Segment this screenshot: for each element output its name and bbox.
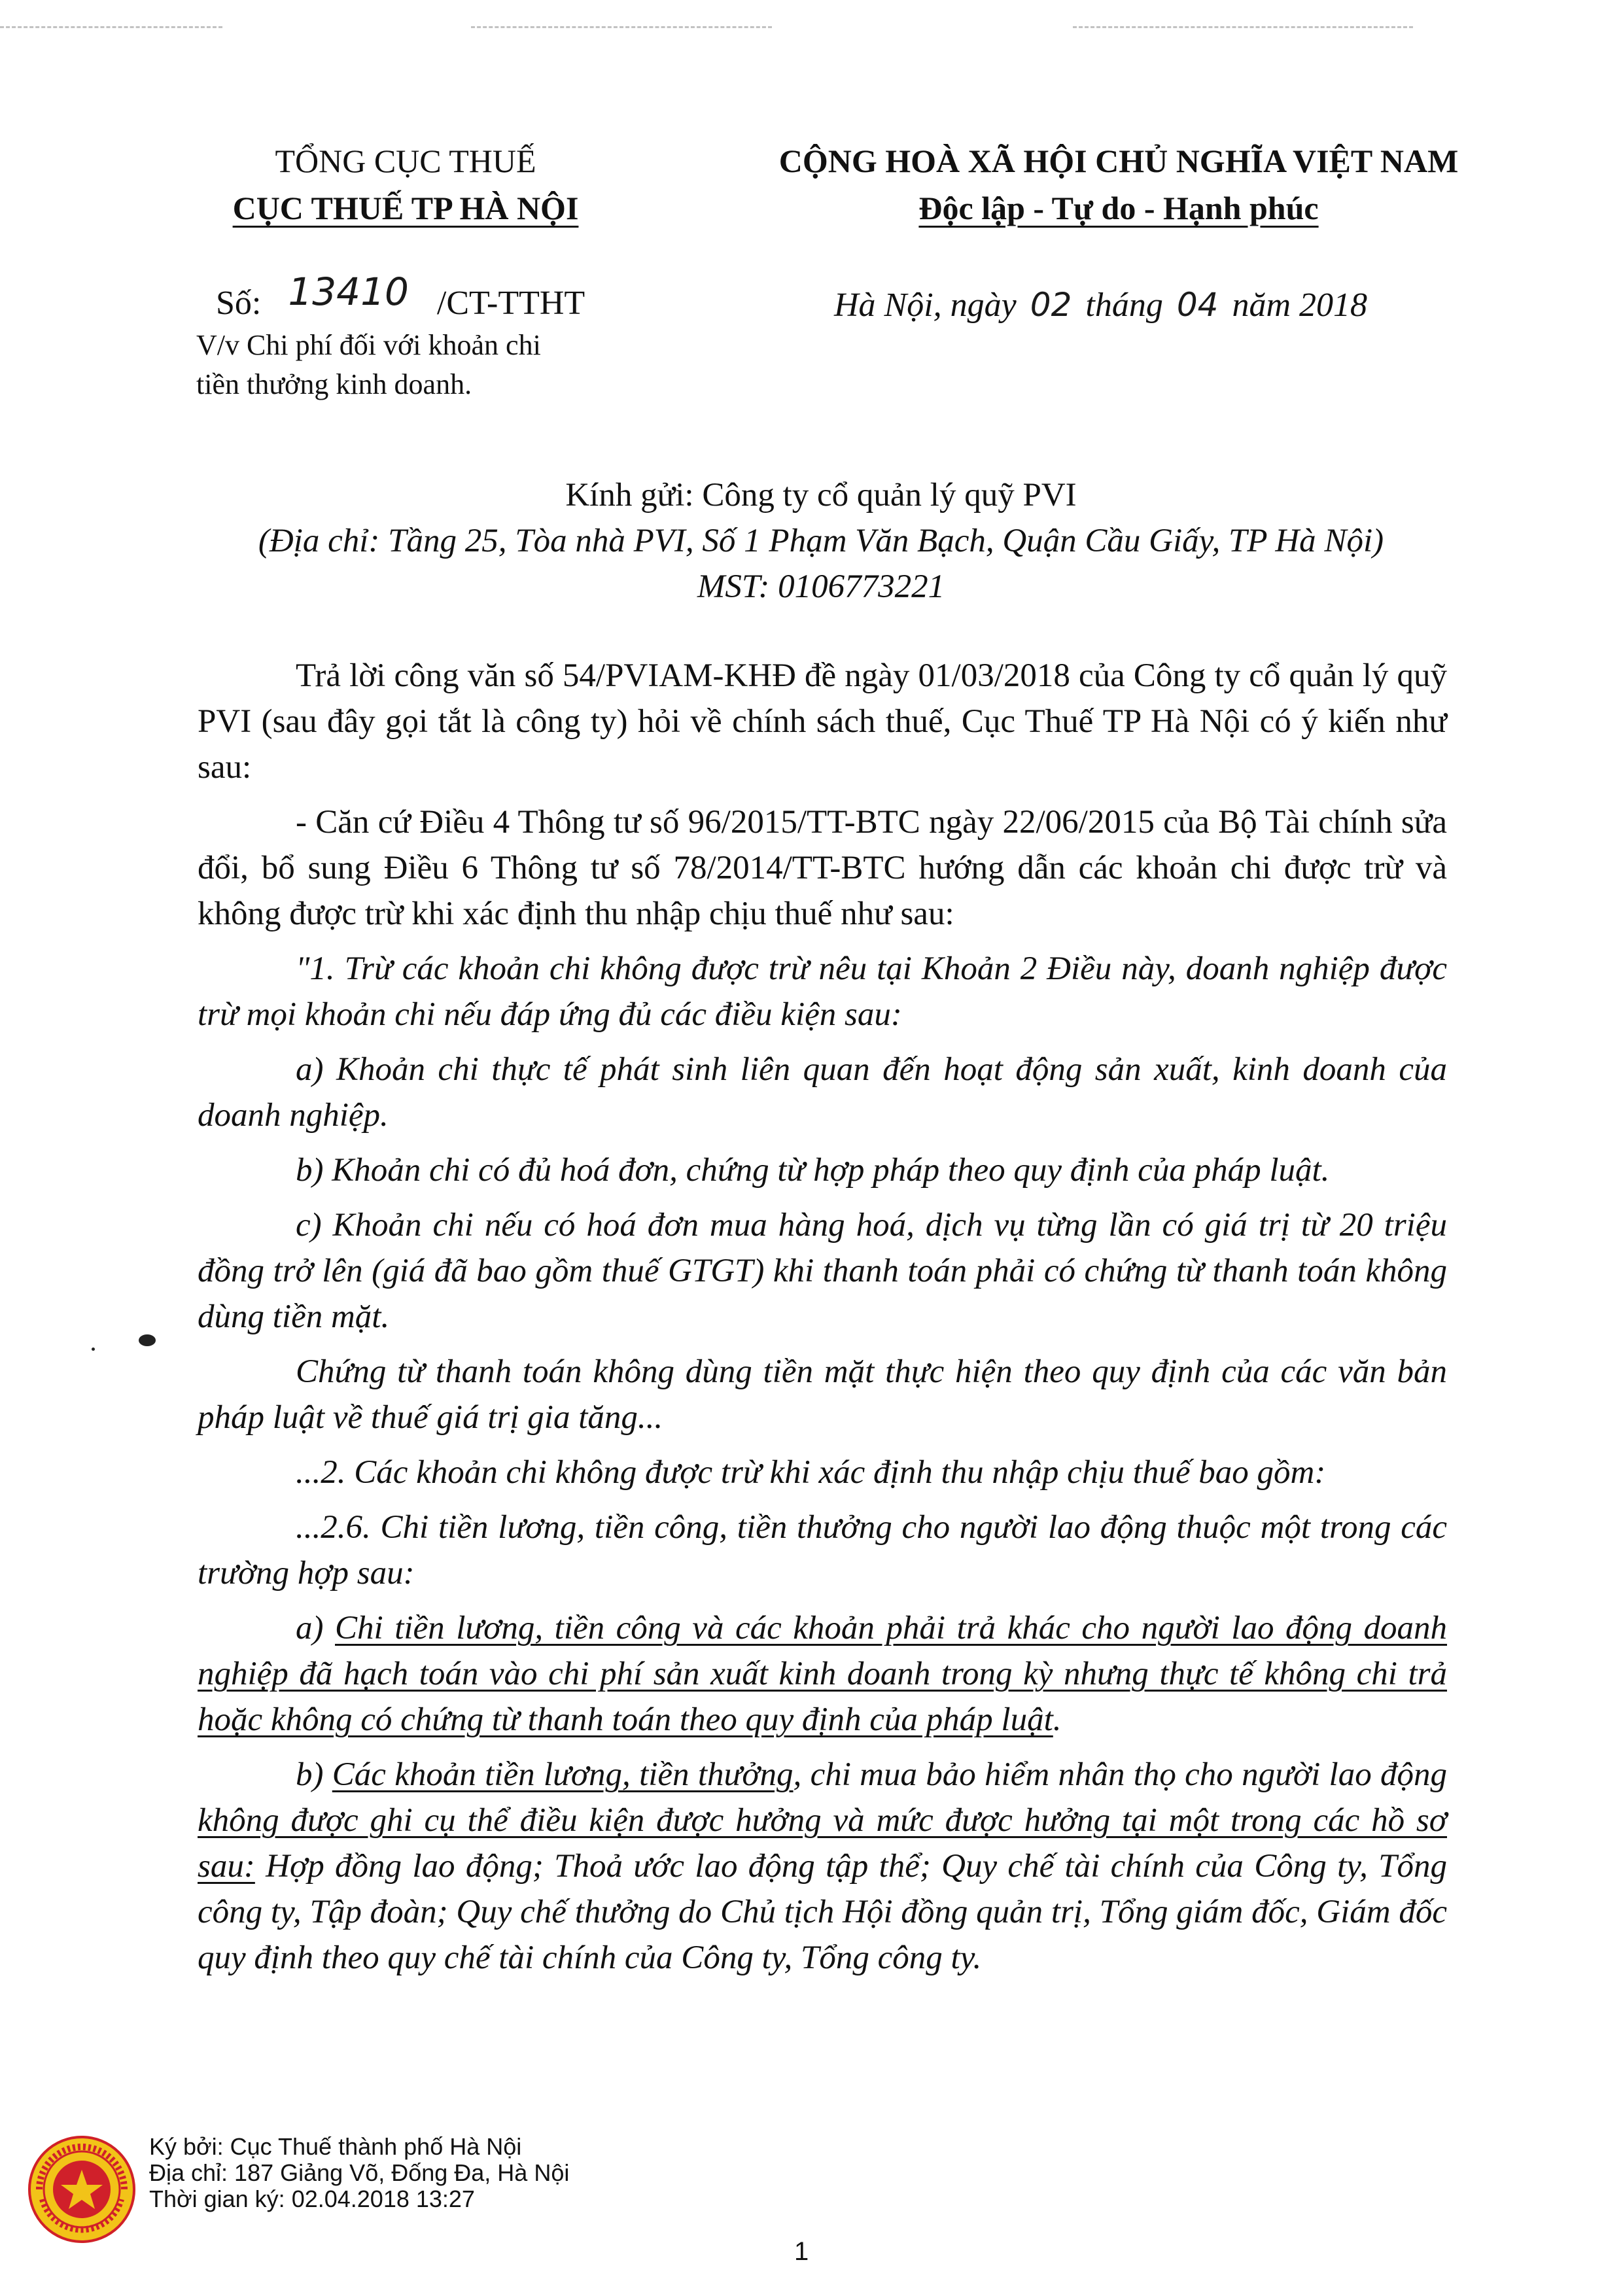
scan-speck (92, 1348, 95, 1351)
date-day: 02 (1030, 286, 1072, 324)
subject-line-2: tiền thưởng kinh doanh. (196, 368, 472, 400)
date-year: năm 2018 (1232, 287, 1368, 324)
signer-address: Địa chỉ: 187 Giảng Võ, Đống Đa, Hà Nội (149, 2159, 570, 2186)
quoted-paragraph: ...2. Các khoản chi không được trừ khi xác định thu nhập chịu thuế bao gồm: (296, 1454, 1326, 1491)
subject-block (196, 326, 541, 404)
issuer-name: CỤC THUẾ TP HÀ NỘI (232, 190, 579, 226)
item-marker: a) (296, 1610, 335, 1646)
recipient-line: Kính gửi: Công ty cổ quản lý quỹ PVI (565, 477, 1077, 513)
quoted-paragraph: a) Khoản chi thực tế phát sinh liên quan đến hoạt động sản xuất, kinh doanh của doanh nghiệp. (198, 1051, 1447, 1134)
scan-artifact (471, 26, 772, 29)
quoted-paragraph: "1. Trừ các khoản chi không được trừ nêu tại Khoản 2 Điều này, doanh nghiệp được trừ mọi khoản chi nếu đáp ứng đủ các điều kiện sau: (198, 950, 1447, 1033)
item-marker: b) (296, 1756, 332, 1793)
quoted-paragraph-underlined (198, 1752, 1447, 1981)
quoted-paragraph: b) Khoản chi có đủ hoá đơn, chứng từ hợp pháp theo quy định của pháp luật. (296, 1152, 1330, 1189)
scan-artifact (1073, 26, 1413, 29)
signed-by: Ký bởi: Cục Thuế thành phố Hà Nội (149, 2133, 522, 2160)
underlined-text: không được ghi cụ thể điều kiện được hưởng và mức được hưởng tại một trong các hồ sơ sau: (198, 1802, 1447, 1885)
scan-artifact (0, 26, 222, 29)
national-header (733, 137, 1505, 232)
page-number: 1 (794, 2237, 809, 2266)
issue-date (834, 284, 1367, 326)
paragraph: Trả lời công văn số 54/PVIAM-KHĐ đề ngày 01/03/2018 của Công ty cổ quản lý quỹ PVI (sau đây gọi tắt là công ty) hỏi về chính sách thuế, Cục Thuế TP Hà Nội có ý kiến như sau: (198, 657, 1447, 786)
motto: Độc lập - Tự do - Hạnh phúc (918, 190, 1319, 226)
underlined-text: Chi tiền lương, tiền công và các khoản phải trả khác cho người lao động doanh nghiệp đã hạch toán vào chi phí sản xuất kinh doanh trong kỳ nhưng thực tế không chi trả hoặc không có chứng từ thanh toán theo quy định của pháp luật (198, 1610, 1447, 1738)
quoted-paragraph: ...2.6. Chi tiền lương, tiền công, tiền thưởng cho người lao động thuộc một trong các trường hợp sau: (198, 1509, 1447, 1592)
official-seal-icon (26, 2134, 137, 2245)
issuer-parent: TỔNG CỤC THUẾ (275, 143, 536, 179)
quoted-paragraph-underlined (198, 1605, 1447, 1743)
quoted-paragraph: Chứng từ thanh toán không dùng tiền mặt thực hiện theo quy định của các văn bản pháp luật về thuế giá trị gia tăng... (198, 1353, 1447, 1436)
quoted-paragraph: c) Khoản chi nếu có hoá đơn mua hàng hoá, dịch vụ từng lần có giá trị từ 20 triệu đồng trở lên (giá đã bao gồm thuế GTGT) khi thanh toán phải có chứng từ thanh toán không dùng tiền mặt. (198, 1207, 1447, 1335)
recipient-tax-code: MST: 0106773221 (697, 568, 945, 605)
date-month-label: tháng (1085, 287, 1163, 324)
plain-text: Hợp đồng lao động; Thoả ước lao động tập thể; Quy chế tài chính của Công ty, Tổng công ty, Tập đoàn; Quy chế thưởng do Chủ tịch Hội đồng quản trị, Tổng giám đốc, Giám đốc quy định theo quy chế tài chính của Công ty, Tổng công ty. (198, 1848, 1447, 1976)
date-prefix: Hà Nội, ngày (834, 287, 1017, 324)
digital-signature-info (149, 2134, 569, 2212)
underlined-text: Các khoản tiền lương, tiền thưởng (332, 1756, 794, 1793)
issuer-block (196, 137, 615, 232)
letter-body (198, 653, 1447, 1990)
recipient-address: (Địa chỉ: Tầng 25, Tòa nhà PVI, Số 1 Phạm Văn Bạch, Quận Cầu Giấy, TP Hà Nội) (258, 523, 1384, 559)
document-number (216, 270, 585, 324)
number-prefix: Số: (216, 285, 262, 322)
punctuation: . (1053, 1701, 1062, 1738)
country-name: CỘNG HOÀ XÃ HỘI CHỦ NGHĨA VIỆT NAM (778, 143, 1459, 179)
plain-text: , chi mua bảo hiểm nhân thọ cho người lao động (793, 1756, 1448, 1793)
number-handwritten: 13410 (288, 270, 409, 314)
paragraph: - Căn cứ Điều 4 Thông tư số 96/2015/TT-BTC ngày 22/06/2015 của Bộ Tài chính sửa đổi, bổ sung Điều 6 Thông tư số 78/2014/TT-BTC hướng dẫn các khoản chi được trừ và không được trừ khi xác định thu nhập chịu thuế như sau: (198, 804, 1447, 932)
date-month: 04 (1176, 286, 1219, 324)
scan-speck (139, 1334, 156, 1346)
signing-time: Thời gian ký: 02.04.2018 13:27 (149, 2185, 475, 2212)
number-suffix: /CT-TTHT (436, 285, 585, 322)
recipient-block (196, 472, 1446, 610)
subject-line-1: V/v Chi phí đối với khoản chi (196, 329, 541, 361)
